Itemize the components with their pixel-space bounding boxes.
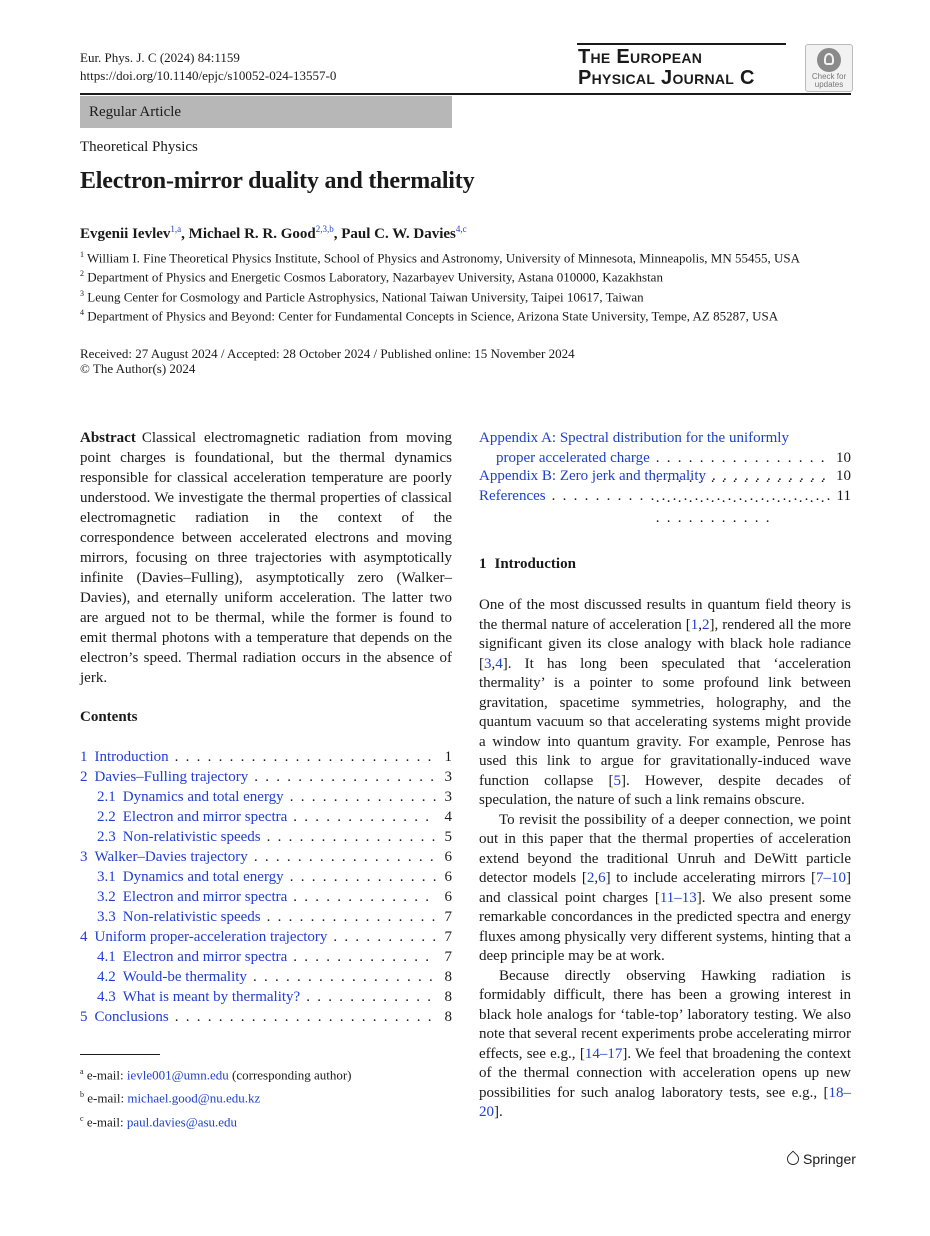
text-run: One of the most discussed results in quantum field theory is the thermal nature of acceleration [ xyxy=(479,597,851,633)
text-run: ]. However, despite decades of speculation, the nature of such a link remains obscure. xyxy=(479,772,851,808)
toc-title[interactable]: Conclusions xyxy=(94,1009,169,1025)
toc-leader xyxy=(290,789,436,806)
text-run: ]. We feel that broadening the context of the thermal connection with acceleration opens up new possibilities for such analog laboratory tests, see e.g., [ xyxy=(479,1045,851,1101)
toc-leader xyxy=(267,909,436,926)
toc-page: 5 xyxy=(444,829,452,845)
toc-title[interactable]: Walker–Davies trajectory xyxy=(94,849,248,865)
toc-title[interactable]: Non-relativistic speeds xyxy=(122,909,261,925)
author-name[interactable]: Paul C. W. Davies xyxy=(341,226,456,242)
toc-leader xyxy=(306,989,436,1006)
email-link[interactable]: ievle001@umn.edu xyxy=(126,1067,229,1083)
citation-link[interactable]: 5 xyxy=(613,772,621,789)
toc-number[interactable]: 3.3 xyxy=(97,909,116,925)
table-of-contents xyxy=(80,749,452,1029)
footnote-item: $^a$ e-mail: ievle001@umn.edu (corresponding author) xyxy=(80,1067,352,1083)
toc-number[interactable]: 5 xyxy=(80,1009,88,1025)
toc-entry[interactable] xyxy=(80,809,452,829)
toc-number[interactable]: 2.3 xyxy=(97,829,116,845)
toc-entry[interactable] xyxy=(80,929,452,949)
text-run: ]. It has long been speculated that ‘acceleration thermality’ is a pointer to some profound link between gravitation, spacetime symmetries, holography, and the quantum vacuum so that accelerating systems might provide a window into quantum gravity. For example, Penrose has used this link to argue for gravitationally-induced wave function collapse [ xyxy=(479,655,851,789)
citation-link[interactable]: 7–10 xyxy=(815,870,846,886)
doi-link[interactable]: https://doi.org/10.1140/epjc/s10052-024-13557-0 xyxy=(80,68,337,83)
toc-entry[interactable] xyxy=(80,849,452,869)
abstract-text: Classical electromagnetic radiation from moving point charges is foundational, but the thermal dynamics responsible for classical acceleration temperature are poorly understood. We investigate the thermal properties of classical electromagnetic radiation in the context of the correspondence between accelerated electrons and moving mirrors, focusing on three trajectories with asymptotically infinite (Davies–Fulling), asymptotically zero (Walker–Davies), and eternally uniform acceleration. The latter two are argued not to be thermal, while the former is found to emit thermal photons with a temperature that depends on the electron’s speed. Thermal radiation occurs in the absence of jerk. xyxy=(80,430,452,686)
citation-link[interactable]: 1 xyxy=(690,616,699,633)
toc-entry[interactable] xyxy=(80,769,452,789)
introduction-body xyxy=(479,596,851,1123)
copyright: © The Author(s) 2024 xyxy=(80,361,196,376)
toc-number[interactable]: 4.3 xyxy=(97,989,116,1005)
author-name[interactable]: Michael R. R. Good xyxy=(188,226,316,242)
toc-leader xyxy=(293,949,436,966)
springer-horse-icon xyxy=(785,1151,802,1168)
left-column xyxy=(80,428,452,1025)
toc-title[interactable]: Electron and mirror spectra xyxy=(122,809,288,825)
affiliation-item: $^3$ Leung Center for Cosmology and Particle Astrophysics, National Taiwan University, Taipei 10617, Taiwan xyxy=(80,288,644,304)
text-run: ] to include accelerating mirrors [ xyxy=(605,870,816,886)
author-affiliation-mark[interactable]: 4,c xyxy=(455,224,467,234)
toc-page: 8 xyxy=(444,1009,452,1025)
text-run: ], rendered all the more significant given its close analogy with black hole radiance [ xyxy=(479,616,851,672)
toc-leader xyxy=(712,468,830,485)
text-run: , xyxy=(491,655,496,672)
journal-citation-block xyxy=(80,49,336,85)
subject-category: Theoretical Physics xyxy=(80,139,198,155)
toc-title[interactable]: Introduction xyxy=(94,749,169,765)
toc-leader xyxy=(293,809,436,826)
author-affiliation-mark[interactable]: 1,a xyxy=(170,224,182,234)
footnotes xyxy=(80,1062,352,1132)
citation-link[interactable]: 4 xyxy=(495,655,503,672)
journal-name-line2: Physical Journal C xyxy=(578,67,755,89)
toc-references[interactable]: References . . . 11 xyxy=(479,488,851,508)
text-run: ]. We also present some remarkable concordances in the predicted spectra and energy fluxes among physically very different systems, hinting that a deep principle may be at work. xyxy=(479,889,851,964)
toc-leader xyxy=(267,829,436,846)
affiliation-item: $^2$ Department of Physics and Energetic Cosmos Laboratory, Nazarbayev University, Astana 010000, Kazakhstan xyxy=(80,269,663,285)
check-updates-label: Check for updates xyxy=(811,72,847,89)
toc-number[interactable]: 3.2 xyxy=(97,889,116,905)
text-run: Because directly observing Hawking radiation is formidably difficult, there has been a growing interest in black hole analogs for ‘table-top’ laboratory testing. We also note that several recent experiments probe accelerating mirror effects, see e.g., [ xyxy=(479,967,851,1062)
toc-title[interactable]: Dynamics and total energy xyxy=(122,869,284,885)
right-column xyxy=(479,428,851,1120)
publisher-logo: Springer xyxy=(786,1151,856,1167)
toc-entry[interactable] xyxy=(80,989,452,1009)
footnote-item: $^c$ e-mail: paul.davies@asu.edu xyxy=(80,1113,238,1129)
toc-number[interactable]: 4.2 xyxy=(97,969,116,985)
toc-leader xyxy=(293,889,436,906)
toc-page: 8 xyxy=(444,969,452,985)
toc-entry[interactable] xyxy=(80,869,452,889)
citation-link[interactable]: 14–17 xyxy=(584,1045,623,1062)
toc-page: 7 xyxy=(444,949,452,965)
toc-appendix-b[interactable]: Appendix B: Zero jerk and thermality . . . 10 xyxy=(479,468,851,488)
email-link[interactable]: paul.davies@asu.edu xyxy=(126,1113,238,1129)
toc-title[interactable]: Would-be thermality xyxy=(122,969,247,985)
paragraph xyxy=(479,967,851,1123)
toc-title[interactable]: What is meant by thermality? xyxy=(122,989,301,1005)
toc-entry[interactable] xyxy=(80,969,452,989)
toc-entry[interactable] xyxy=(80,789,452,809)
journal-citation: Eur. Phys. J. C (2024) 84:1159 xyxy=(80,50,240,65)
article-type-banner: Regular Article xyxy=(80,96,452,128)
paragraph xyxy=(479,811,851,967)
citation-link[interactable]: 18–20 xyxy=(479,1084,851,1120)
citation-link[interactable]: 3 xyxy=(484,655,492,672)
toc-title[interactable]: Uniform proper-acceleration trajectory xyxy=(94,929,328,945)
toc-page: 3 xyxy=(444,769,452,785)
toc-leader xyxy=(253,969,436,986)
toc-entry[interactable] xyxy=(80,949,452,969)
citation-link[interactable]: 2 xyxy=(586,870,595,886)
toc-number[interactable]: 4.1 xyxy=(97,949,116,965)
toc-number[interactable]: 2.1 xyxy=(97,789,116,805)
check-for-updates-button[interactable] xyxy=(805,44,853,92)
footnote-divider xyxy=(80,1054,160,1055)
history-dates: Received: 27 August 2024 / Accepted: 28 October 2024 / Published online: 15 November 2024 xyxy=(80,346,575,361)
toc-entry[interactable] xyxy=(80,749,452,769)
toc-number[interactable]: 1 xyxy=(80,749,88,765)
citation-link[interactable]: 2 xyxy=(701,616,710,633)
toc-leader xyxy=(552,488,831,505)
section-heading-introduction: 1 Introduction xyxy=(479,556,576,572)
toc-entry[interactable] xyxy=(80,1009,452,1029)
text-run: , xyxy=(594,870,599,886)
toc-leader xyxy=(175,749,436,766)
footnote-item: $^b$ e-mail: michael.good@nu.edu.kz xyxy=(80,1090,261,1106)
bookmark-icon xyxy=(817,48,841,72)
author-name[interactable]: Evgenii Ievlev xyxy=(80,226,171,242)
toc-entry[interactable] xyxy=(80,889,452,909)
toc-page: 10 xyxy=(836,450,851,466)
toc-number[interactable]: 2 xyxy=(80,769,88,785)
journal-logo-rule xyxy=(577,43,786,45)
affiliation-item: $^4$ Department of Physics and Beyond: Center for Fundamental Concepts in Science, Arizona State University, Tempe, AZ 85287, USA xyxy=(80,307,779,324)
toc-page: 6 xyxy=(444,869,452,885)
author-list: Evgenii Ievlev$^{1,a}$, Michael R. R. Good$^{2,3,b}$, Paul C. W. Davies$^{4,c}$ xyxy=(80,224,467,242)
toc-page: 7 xyxy=(444,909,452,925)
abstract xyxy=(80,428,452,688)
toc-leader xyxy=(290,869,436,886)
toc-page: 8 xyxy=(444,989,452,1005)
toc-page: 11 xyxy=(836,488,851,504)
header-divider xyxy=(80,93,851,95)
toc-page: 4 xyxy=(444,809,452,825)
citation-link[interactable]: 11–13 xyxy=(659,889,697,906)
toc-leader xyxy=(254,849,436,866)
abstract-label: Abstract xyxy=(80,430,136,446)
toc-appendix-a[interactable]: Appendix A: Spectral distribution for the uniformly proper accelerated charge . . . 10 xyxy=(479,428,851,468)
toc-number[interactable]: 4 xyxy=(80,929,88,945)
affiliations xyxy=(80,247,800,324)
toc-page: 10 xyxy=(836,468,851,484)
toc-page: 6 xyxy=(444,889,452,905)
toc-page: 1 xyxy=(444,749,452,765)
toc-page: 7 xyxy=(444,929,452,945)
text-run: To revisit the possibility of a deeper connection, we point out in this paper that the thermal properties of acceleration extend beyond the traditional Unruh and DeWitt particle detector models [ xyxy=(479,811,851,886)
toc-title[interactable]: Electron and mirror spectra xyxy=(122,949,288,965)
publication-dates xyxy=(80,346,575,376)
text-run: ]. xyxy=(494,1104,503,1120)
toc-entry[interactable] xyxy=(80,829,452,849)
toc-page: 3 xyxy=(444,789,452,805)
citation-link[interactable]: 6 xyxy=(598,870,606,886)
paragraph xyxy=(479,596,851,811)
toc-title[interactable]: Electron and mirror spectra xyxy=(122,889,288,905)
affiliation-item: $^1$ William I. Fine Theoretical Physics Institute, School of Physics and Astronomy, University of Minnesota, Minneapolis, MN 55455, USA xyxy=(80,250,800,266)
article-title: Electron-mirror duality and thermality xyxy=(80,168,475,194)
toc-page: 6 xyxy=(444,849,452,865)
toc-number[interactable]: 2.2 xyxy=(97,809,116,825)
email-link[interactable]: michael.good@nu.edu.kz xyxy=(127,1090,261,1106)
toc-entry[interactable] xyxy=(80,909,452,929)
journal-name xyxy=(578,47,755,89)
toc-title[interactable]: Davies–Fulling trajectory xyxy=(94,769,249,785)
toc-title[interactable]: Dynamics and total energy xyxy=(122,789,284,805)
text-run: ] and classical point charges [ xyxy=(479,870,851,906)
text-run: , xyxy=(698,616,702,633)
toc-leader xyxy=(175,1009,436,1026)
toc-leader xyxy=(333,929,436,946)
toc-leader xyxy=(254,769,436,786)
contents-heading: Contents xyxy=(80,709,138,725)
author-affiliation-mark[interactable]: 2,3,b xyxy=(315,224,334,234)
toc-number[interactable]: 3.1 xyxy=(97,869,116,885)
toc-title[interactable]: Non-relativistic speeds xyxy=(122,829,261,845)
toc-number[interactable]: 3 xyxy=(80,849,88,865)
journal-name-line1: The European xyxy=(578,46,703,68)
